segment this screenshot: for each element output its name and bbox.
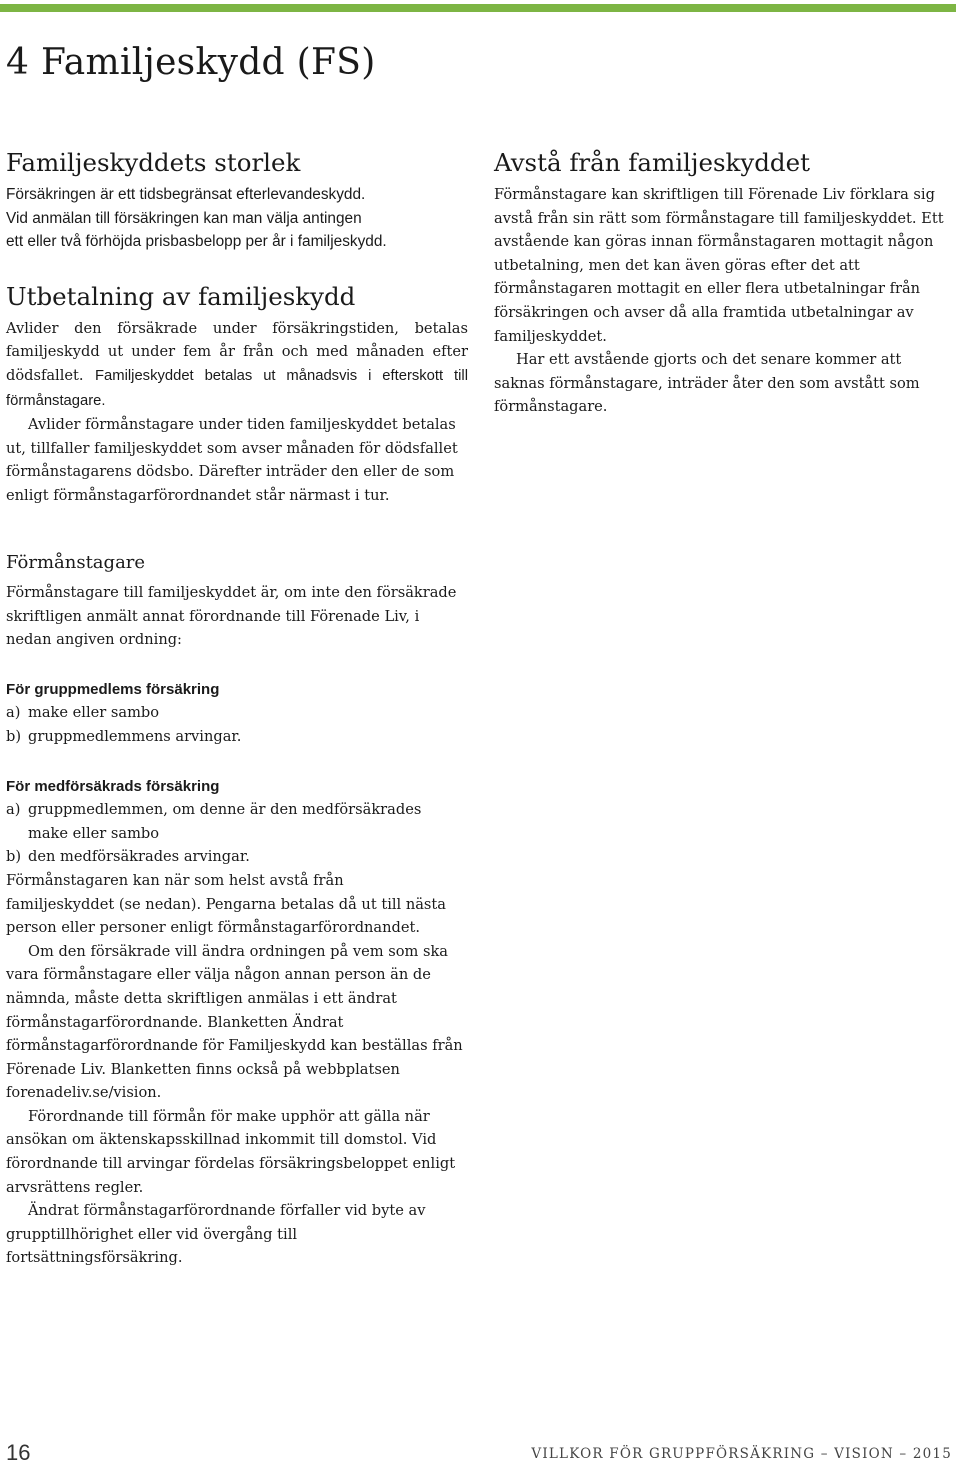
section-heading-avsta: Avstå från familjeskyddet bbox=[494, 148, 810, 177]
list-marker: b) bbox=[6, 727, 22, 745]
utbetalning-paragraph-2: Avlider förmånstagare under tiden familjeskyddet betalas ut, tillfaller familjeskyddet som avser månaden för dödsfallet förmånstagarens dödsbo. Därefter inträder den eller de som enligt förmånstagarförordnandet står närmast i tur. bbox=[6, 416, 458, 504]
utbetalning-body bbox=[6, 317, 468, 508]
section-heading-storlek: Familjeskyddets storlek bbox=[6, 148, 301, 177]
co-insured-title: För medförsäkrads försäkring bbox=[6, 777, 220, 795]
paragraph-andra: Om den försäkrade vill ändra ordningen på vem som ska vara förmånstagare eller välja någon annan person än de nämnda, måste detta skriftligen anmälas i ett ändrat förmånstagarförordnande. Blanketten Ändrat förmånstagarförordnande för Familjeskydd kan beställas från Förenade Liv. Blanketten finns också på webbplatsen forenadeliv.se/vision. bbox=[6, 942, 463, 1102]
formanstagare-intro: Förmånstagare till familjeskyddet är, om inte den försäkrade skriftligen anmält annat förordnande till Förenade Liv, i nedan angiven ordning: bbox=[6, 584, 457, 649]
paragraph-andrat: Ändrat förmånstagarförordnande förfaller vid byte av grupptillhörighet eller vid övergång till fortsättningsförsäkring. bbox=[6, 1202, 426, 1267]
utbetalning-p1-sans: Familjeskyddet betalas ut månadsvis i efterskott till förmånstagare. bbox=[6, 367, 468, 409]
running-footer-title: VILLKOR FÖR GRUPPFÖRSÄKRING – VISION – 2015 bbox=[531, 1446, 952, 1462]
paragraph-make: Förordnande till förmån för make upphör att gälla när ansökan om äktenskapsskillnad inkommit till domstol. Vid förordnande till arvingar fördelas försäkringsbeloppet enligt arvsrättens regler. bbox=[6, 1107, 456, 1196]
storlek-line-1: Försäkringen är ett tidsbegränsat efterlevandeskydd. bbox=[6, 186, 366, 203]
utbetalning-p1-text: Avlider den försäkrade under försäkringstiden, betalas familjeskydd ut under fem år från och med månaden efter dödsfallet. bbox=[6, 319, 468, 384]
list-item bbox=[6, 701, 468, 725]
avsta-paragraph-2: Har ett avstående gjorts och det senare kommer att saknas förmånstagare, inträder åter den som avstått som förmånstagare. bbox=[494, 351, 920, 416]
left-column-lower bbox=[6, 550, 468, 1270]
list-marker: b) bbox=[6, 848, 22, 866]
storlek-line-3: ett eller två förhöjda prisbasbelopp per år i familjeskydd. bbox=[6, 233, 387, 251]
paragraph-avsta: Förmånstagaren kan när som helst avstå från familjeskyddet (se nedan). Pengarna betalas då ut till nästa person eller personer enligt förmånstagarförordnandet. bbox=[6, 871, 446, 937]
storlek-line-2: Vid anmälan till försäkringen kan man välja antingen bbox=[6, 209, 362, 227]
list-item bbox=[6, 725, 468, 749]
list-text: make eller sambo bbox=[28, 704, 160, 722]
page-number: 16 bbox=[6, 1440, 31, 1465]
avsta-body bbox=[494, 183, 950, 419]
list-text: gruppmedlemmen, om denne är den medförsäkrades make eller sambo bbox=[28, 801, 422, 842]
section-heading-utbetalning: Utbetalning av familjeskydd bbox=[6, 281, 356, 311]
storlek-body bbox=[6, 183, 468, 254]
right-column bbox=[494, 148, 950, 419]
list-text: den medförsäkrades arvingar. bbox=[28, 848, 250, 866]
list-text: gruppmedlemmens arvingar. bbox=[28, 727, 242, 745]
header-accent-bar bbox=[0, 4, 956, 12]
group-insurance-title: För gruppmedlems försäkring bbox=[6, 680, 220, 698]
list-marker: a) bbox=[6, 801, 21, 819]
list-marker: a) bbox=[6, 704, 21, 722]
avsta-paragraph-1: Förmånstagare kan skriftligen till Förenade Liv förklara sig avstå från sin rätt som förmånstagare till familjeskyddet. Ett avstående kan göras innan förmånstagaren mottagit någon utbetalning, men det kan även göras efter det att förmånstagaren mottagit en eller flera utbetalningar från försäkringen och avser då alla framtida utbetalningar av familjeskyddet. bbox=[494, 186, 944, 345]
left-column-upper bbox=[6, 148, 468, 508]
chapter-title: 4 Familjeskydd (FS) bbox=[6, 42, 376, 83]
section-heading-formanstagare: Förmånstagare bbox=[6, 552, 146, 573]
list-item bbox=[6, 845, 468, 869]
utbetalning-paragraph-1 bbox=[6, 317, 468, 413]
list-item bbox=[6, 798, 468, 845]
